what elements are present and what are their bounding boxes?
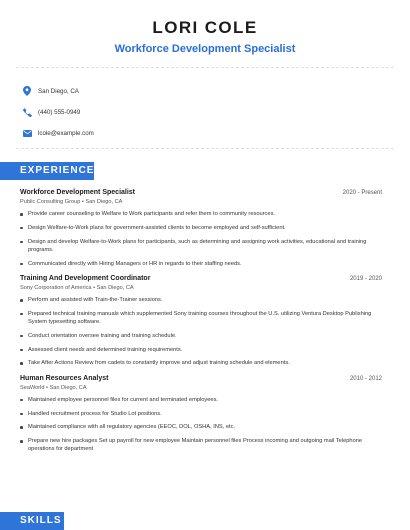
job-bullet: Design and develop Welfare-to-Work plans for participants, such as determining and assigning work activities, educational and training programs. bbox=[20, 238, 382, 255]
job-company-line: Public Consulting Group • San Diego, CA bbox=[20, 199, 123, 205]
phone-text: (440) 555-0949 bbox=[38, 108, 81, 116]
job-company: Sony Corporation of America bbox=[20, 284, 92, 291]
job-dates: 2020 - Present bbox=[342, 190, 382, 196]
job-location: San Diego, CA bbox=[85, 199, 123, 205]
job-entry bbox=[20, 374, 382, 454]
email-text: lcole@example.com bbox=[38, 129, 94, 137]
job-role: Training And Development Coordinator bbox=[20, 274, 151, 282]
job-bullet: Take After Actions Review from cadets to constantly improve and adjust training schedule and elements. bbox=[20, 359, 382, 367]
phone-icon bbox=[22, 107, 32, 117]
experience-section-header: EXPERIENCE bbox=[0, 162, 94, 180]
job-role: Human Resources Analyst bbox=[20, 374, 109, 382]
job-bullet: Maintained employee personnel files for current and terminated employees. bbox=[20, 396, 382, 404]
contact-phone bbox=[22, 103, 94, 121]
contact-location bbox=[22, 82, 94, 100]
job-dates: 2010 - 2012 bbox=[349, 375, 382, 382]
job-bullet: Communicated directly with Hiring Managers or HR in regards to their staffing needs. bbox=[20, 260, 382, 268]
job-bullet: Handled recruitment process for Studio Lot positions. bbox=[20, 410, 382, 418]
email-icon bbox=[22, 128, 32, 138]
job-bullets bbox=[20, 296, 382, 368]
job-bullet: Conduct orientation oversee training and training schedule. bbox=[20, 332, 382, 340]
job-bullet: Prepared technical training manuals which supplemented Sony training courses throughout the U.S. utilizing Ventura Desktop Publishing System typesetting software. bbox=[20, 310, 382, 327]
contact-info bbox=[22, 82, 94, 142]
experience-list bbox=[20, 188, 382, 460]
resume-header bbox=[0, 18, 410, 56]
job-bullet: Maintained compliance with all regulatory agencies (EEOC, DOL, OSHA, INS, etc. bbox=[20, 423, 382, 431]
job-company-line: SeaWorld • San Diego, CA bbox=[20, 384, 87, 391]
skills-section-header: SKILLS bbox=[0, 512, 64, 530]
job-location: San Diego, CA bbox=[96, 284, 134, 291]
job-bullet: Assessed client needs and determined training requirements. bbox=[20, 346, 382, 354]
job-location: San Diego, CA bbox=[49, 384, 87, 391]
job-bullet: Provide career counseling to Welfare to Work participants and refer them to community resources. bbox=[20, 210, 382, 218]
contact-email bbox=[22, 124, 94, 142]
job-dates: 2019 - 2020 bbox=[349, 275, 382, 282]
job-company: SeaWorld bbox=[20, 384, 45, 391]
job-bullets bbox=[20, 210, 382, 268]
location-text: San Diego, CA bbox=[38, 87, 79, 95]
job-entry bbox=[20, 188, 382, 268]
candidate-title: Workforce Development Specialist bbox=[114, 43, 296, 55]
header-divider bbox=[16, 67, 394, 68]
job-bullet: Prepare new hire packages Set up payroll for new employee Maintain personnel files Process incoming and outgoing mail Telephone operations for department bbox=[20, 437, 382, 454]
job-role: Workforce Development Specialist bbox=[20, 189, 136, 196]
job-bullet: Design Welfare-to-Work plans for government-assisted clients to become employed and self-sufficient. bbox=[20, 224, 382, 232]
contact-divider bbox=[16, 148, 394, 149]
job-company-line: Sony Corporation of America • San Diego, CA bbox=[20, 284, 134, 291]
job-company: Public Consulting Group bbox=[20, 199, 81, 205]
location-pin-icon bbox=[22, 86, 32, 96]
job-bullets bbox=[20, 396, 382, 454]
candidate-name: LORI COLE bbox=[152, 18, 258, 37]
job-entry bbox=[20, 274, 382, 368]
job-bullet: Perform and assisted with Train-the-Trainer sessions. bbox=[20, 296, 382, 304]
